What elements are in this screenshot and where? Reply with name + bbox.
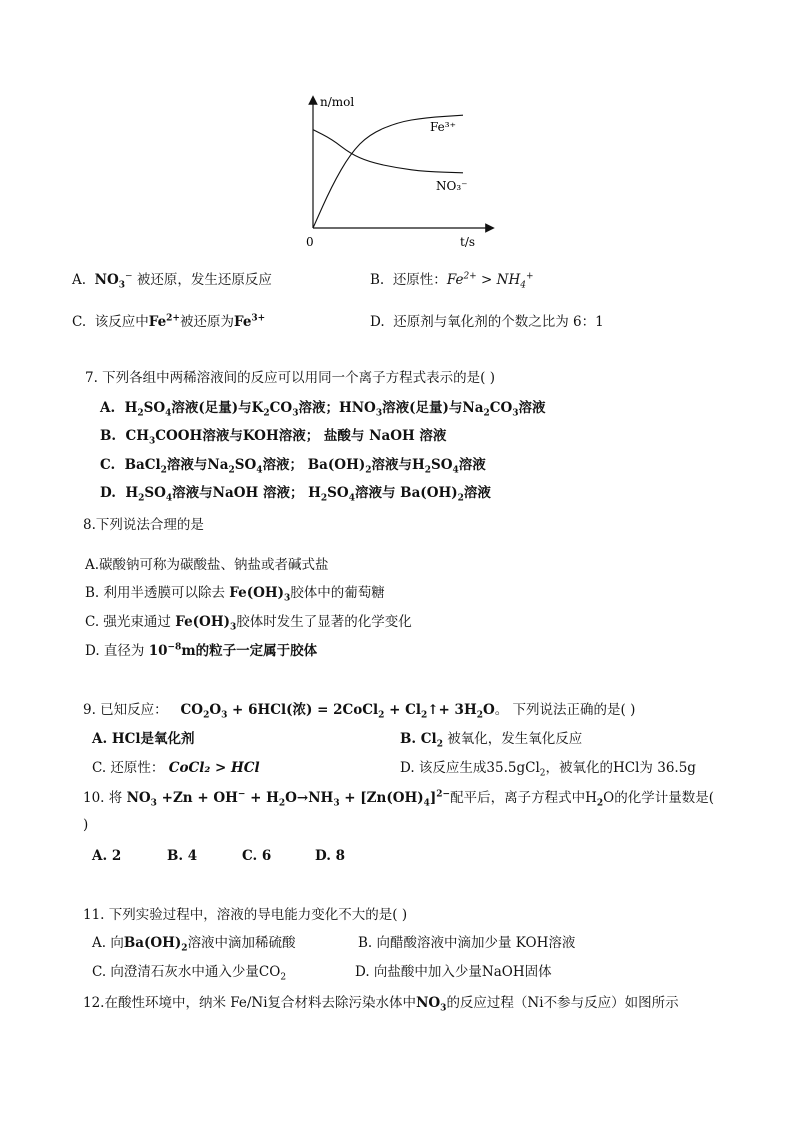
- q7-option-d[interactable]: D. $H_2SO_4$溶液与NaOH 溶液； $H_2SO_4$溶液与 $Ba(OH)_2$溶液: [100, 485, 491, 504]
- x-axis-label: t/s: [460, 235, 476, 249]
- q6-option-d[interactable]: D. 还原剂与氧化剂的个数之比为 6：1: [370, 314, 604, 330]
- q11-option-a[interactable]: A. 向$Ba(OH)_2$溶液中滴加稀硫酸: [92, 935, 296, 954]
- q7-option-a[interactable]: A. $H_2SO_4$溶液(足量)与$K_2CO_3$溶液；$HNO_3$溶液(足量)与$Na_2CO_3$溶液: [100, 400, 546, 419]
- y-axis-label: n/mol: [320, 95, 355, 109]
- q10-stem-close: ): [83, 817, 89, 833]
- q10-option-d[interactable]: D. 8: [315, 848, 346, 864]
- q7-stem: 7. 下列各组中两稀溶液间的反应可以用同一个离子方程式表示的是( ): [85, 370, 495, 386]
- q10-option-b[interactable]: B. 4: [167, 848, 198, 864]
- q9-option-d[interactable]: D. 该反应生成35.5gCl$_2$，被氧化的HCl为 36.5g: [400, 760, 696, 779]
- q10-stem: 10. 将 $NO_3 +Zn + OH^- + H_2O\to NH_3 + [Zn(OH)_4]^{2-}$配平后，离子方程式中$H_2O$的化学计量数是(: [83, 789, 714, 809]
- q6-option-b[interactable]: B. 还原性：$Fe^{2+} > NH_4^+$: [370, 271, 534, 291]
- q11-option-c[interactable]: C. 向澄清石灰水中通入少量$CO_2$: [92, 964, 287, 983]
- q7-option-b[interactable]: B. $CH_3COOH$溶液与KOH溶液； 盐酸与 NaOH 溶液: [100, 428, 447, 447]
- series-no3-curve: [313, 130, 463, 173]
- q7-option-c[interactable]: C. BaCl$_2$溶液与$Na_2SO_4$溶液； $Ba(OH)_2$溶液与$H_2SO_4$溶液: [100, 457, 486, 476]
- q10-option-a[interactable]: A. 2: [92, 848, 122, 864]
- q8-option-d[interactable]: D. 直径为 $10^{-8}m$的粒子一定属于胶体: [85, 642, 318, 659]
- q11-option-d[interactable]: D. 向盐酸中加入少量NaOH固体: [355, 964, 552, 980]
- q9-option-c[interactable]: C. 还原性： CoCl₂ > HCl: [92, 760, 260, 776]
- q8-option-b[interactable]: B. 利用半透膜可以除去 $Fe(OH)_3$胶体中的葡萄糖: [85, 585, 385, 604]
- q8-stem: 8.下列说法合理的是: [83, 517, 204, 533]
- series-fe3-label: Fe³⁺: [430, 120, 456, 134]
- q11-option-b[interactable]: B. 向醋酸溶液中滴加少量 KOH溶液: [358, 935, 576, 951]
- q10-option-c[interactable]: C. 6: [242, 848, 272, 864]
- series-no3-label: NO₃⁻: [436, 179, 468, 193]
- q6-option-a[interactable]: A. $NO_3^-$ 被还原，发生还原反应: [72, 271, 272, 291]
- q11-stem: 11. 下列实验过程中，溶液的导电能力变化不大的是( ): [83, 907, 408, 923]
- origin-label: 0: [306, 235, 314, 249]
- q8-option-c[interactable]: C. 强光束通过 $Fe(OH)_3$胶体时发生了显著的化学变化: [85, 614, 412, 633]
- q9-option-b[interactable]: B. $Cl_2$ 被氧化，发生氧化反应: [400, 731, 583, 750]
- q9-stem: 9. 已知反应： $CO_2O_3 + 6HCl$(浓) = 2CoCl$_2$ + $Cl_2↑+ 3H_2O$。 下列说法正确的是( ): [83, 702, 636, 721]
- q12-stem: 12.在酸性环境中，纳米 Fe/Ni复合材料去除污染水体中$NO_3$的反应过程（Ni不参与反应）如图所示: [83, 995, 679, 1014]
- q6-option-c[interactable]: C. 该反应中$Fe^{2+}$被还原为$Fe^{3+}$: [72, 313, 266, 330]
- concentration-time-chart: [0, 0, 793, 260]
- q8-option-a[interactable]: A.碳酸钠可称为碳酸盐、钠盐或者碱式盐: [85, 557, 329, 573]
- q9-option-a[interactable]: A. HCl是氧化剂: [92, 731, 195, 747]
